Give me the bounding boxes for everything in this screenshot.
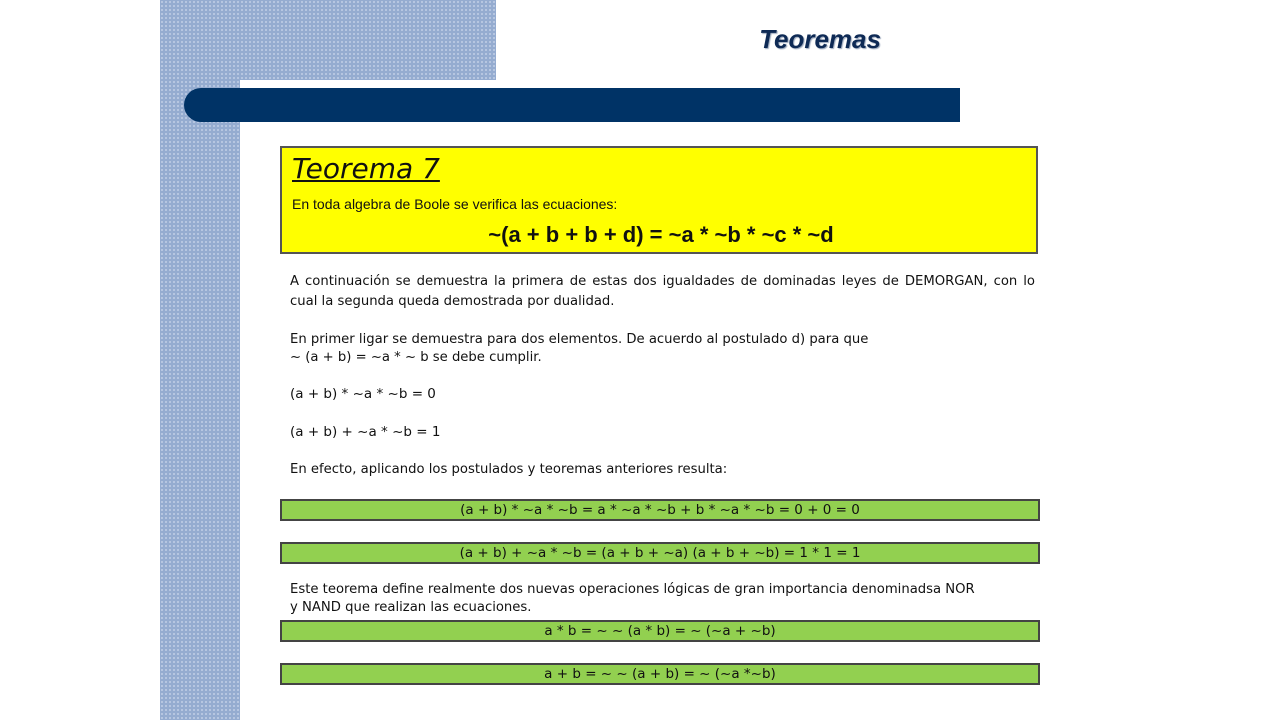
slide-title: Teoremas [759,24,881,54]
theorem-heading: Teorema 7 [292,152,440,185]
equation-box: (a + b) * ~a * ~b = a * ~a * ~b + b * ~a * ~b = 0 + 0 = 0 [280,499,1040,521]
paragraph-two-elements-line1: En primer ligar se demuestra para dos elementos. De acuerdo al postulado d) para que [290,332,869,347]
equation-box: a * b = ~ ~ (a * b) = ~ (~a + ~b) [280,620,1040,642]
paragraph-demorgan: A continuación se demuestra la primera de estas dos igualdades de dominadas leyes de DEMORGAN, con lo cual la segunda queda demostrada por dualidad. [290,274,1035,309]
paragraph-nor-nand-line1: Este teorema define realmente dos nuevas operaciones lógicas de gran importancia denominadsa NOR [290,582,975,597]
paragraph-in-effect: En efecto, aplicando los postulados y teoremas anteriores resulta: [290,462,728,477]
title-accent-bar [184,88,960,122]
equation-sum-one: (a + b) + ~a * ~b = 1 [290,424,441,440]
paragraph-nor-nand-line2: y NAND que realizan las ecuaciones. [290,600,532,615]
equation-product-zero: (a + b) * ~a * ~b = 0 [290,386,436,402]
theorem-intro: En toda algebra de Boole se verifica las ecuaciones: [292,196,618,212]
equation-box: a + b = ~ ~ (a + b) = ~ (~a *~b) [280,663,1040,685]
theorem-equation: ~(a + b + b + d) = ~a * ~b * ~c * ~d [488,222,834,247]
theorem-box [280,146,1038,254]
scanned-content-image [280,146,1042,691]
equation-box: (a + b) + ~a * ~b = (a + b + ~a) (a + b + ~b) = 1 * 1 = 1 [280,542,1040,564]
paragraph-two-elements-line2: ~ (a + b) = ~a * ~ b se debe cumplir. [290,350,542,365]
